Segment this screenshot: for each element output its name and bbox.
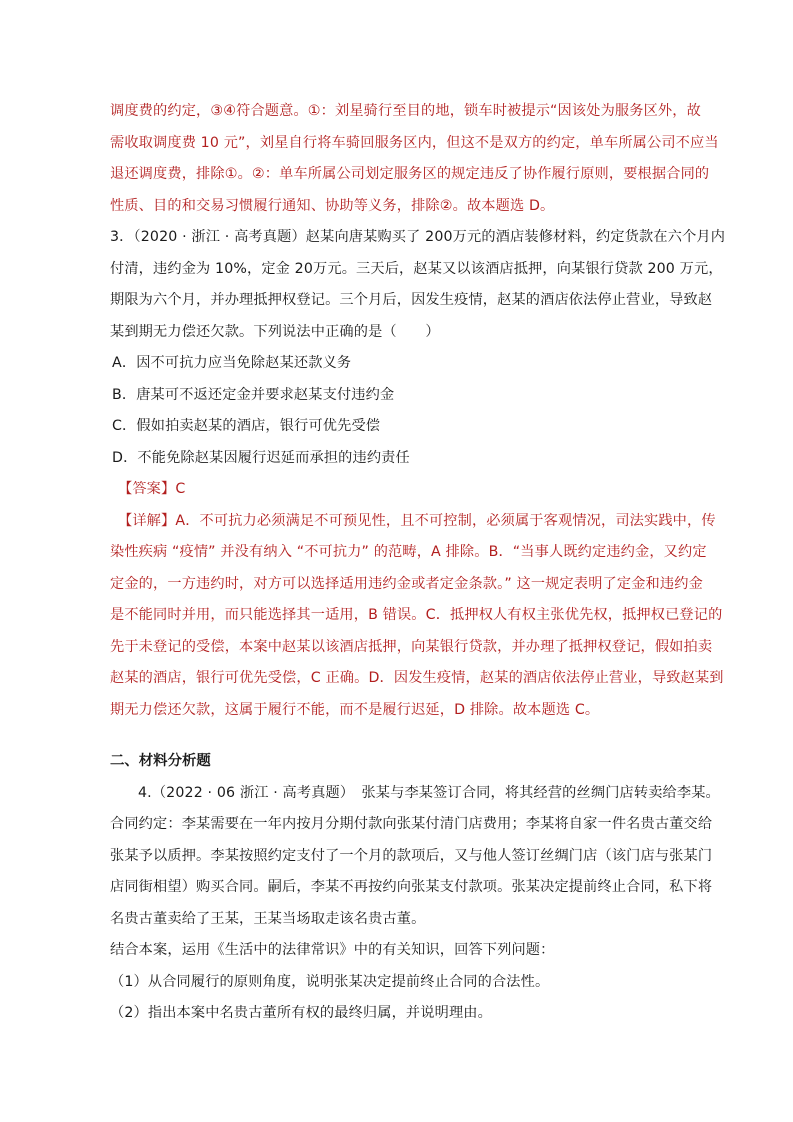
explanation-line: 退还调度费，排除①。②：单车所属公司划定服务区的规定违反了协作履行原则，要根据合同的 — [110, 166, 710, 182]
option-c: C．假如拍卖赵某的酒店，银行可优先受偿 — [112, 418, 381, 434]
explanation-line: 性质、目的和交易习惯履行通知、协助等义务，排除②。故本题选 D。 — [110, 197, 555, 214]
question-stem-line: 名贵古董卖给了王某，王某当场取走该名贵古董。 — [110, 910, 426, 927]
question-stem-line: 期限为六个月，并办理抵押权登记。三个月后，因发生疫情，赵某的酒店依法停止营业，导致赵 — [110, 292, 713, 308]
question-4-stem-first: 4.（2022 · 06 浙江 · 高考真题） 张某与李某签订合同，将其经营的丝绸门店转卖给李某。 — [138, 784, 720, 801]
detail-line: 期无力偿还欠款，这属于履行不能，而不是履行迟延，D 排除。故本题选 C。 — [110, 701, 600, 718]
answer-value: C — [175, 481, 186, 497]
document-page — [110, 96, 726, 1030]
answer — [110, 474, 702, 506]
detail-line: 【详解】A．不可抗力必须满足不可预见性，且不可控制，必须属于客观情况，司法实践中，传 — [118, 512, 716, 529]
answer-label: 【答案】 — [118, 481, 176, 497]
section-title: 二、材料分析题 — [110, 753, 211, 769]
detail-explanation — [110, 506, 724, 727]
option-b: B．唐某可不返还定金并要求赵某支付违约金 — [112, 386, 395, 403]
option-a: A．因不可抗力应当免除赵某还款义务 — [112, 355, 352, 371]
detail-line: 定金的，一方违约时，对方可以选择适用违约金或者定金条款。” 这一规定表明了定金和违约金 — [110, 575, 703, 592]
sub-question-2: （2）指出本案中名贵古董所有权的最终归属，并说明理由。 — [110, 1005, 492, 1021]
section-2 — [110, 746, 720, 1030]
question-stem-line: 张某予以质押。李某按照约定支付了一个月的款项后，又与他人签订丝绸门店（该门店与张某门 — [110, 847, 713, 864]
sub-question-1: （1）从合同履行的原则角度，说明张某决定提前终止合同的合法性。 — [110, 973, 550, 990]
section-gap — [110, 726, 702, 746]
detail-line: 赵某的酒店，银行可优先受偿，C 正确。D．因发生疫情，赵某的酒店依法停止营业，导致赵某到 — [110, 670, 724, 686]
detail-line: 是不能同时并用，而只能选择其一适用，B 错误。C．抵押权人有权主张优先权，抵押权已登记的 — [110, 607, 723, 623]
previous-explanation — [110, 96, 719, 222]
question-stem-line: 合同约定：李某需要在一年内按月分期付款向张某付清门店费用；李某将自家一件名贵古董交给 — [110, 816, 713, 832]
question-stem-line: 店同街相望）购买合同。嗣后，李某不再按约向张某支付款项。张某决定提前终止合同，私下将 — [110, 879, 713, 895]
question-stem-line: 3．（2020 · 浙江 · 高考真题）赵某向唐某购买了 200万元的酒店装修材料，约定货款在六个月内 — [110, 229, 726, 245]
option-d: D．不能免除赵某因履行迟延而承担的违约责任 — [112, 449, 410, 466]
detail-line: 先于未登记的受偿，本案中赵某以该酒店抵押，向某银行贷款，并办理了抵押权登记，假如拍卖 — [110, 638, 713, 655]
question-stem-line: 结合本案，运用《生活中的法律常识》中的有关知识，回答下列问题： — [110, 942, 555, 958]
detail-line: 染性疾病 “疫情” 并没有纳入 “不可抗力” 的范畴，A 排除。B．“当事人既约定违约金，又约定 — [110, 544, 707, 560]
question-stem-line: 付清，违约金为 10%，定金 20万元。三天后，赵某又以该酒店抵押，向某银行贷款 200 万元， — [110, 260, 723, 277]
explanation-line: 需收取调度费 10 元”，刘星自行将车骑回服务区内，但这不是双方的约定，单车所属公司不应当 — [110, 134, 719, 151]
question-stem-line: 某到期无力偿还欠款。下列说法中正确的是（ ） — [110, 323, 440, 340]
explanation-line: 调度费的约定，③④符合题意。①：刘星骑行至目的地，锁车时被提示“因该处为服务区外，故 — [110, 103, 701, 119]
question-3 — [110, 222, 726, 726]
